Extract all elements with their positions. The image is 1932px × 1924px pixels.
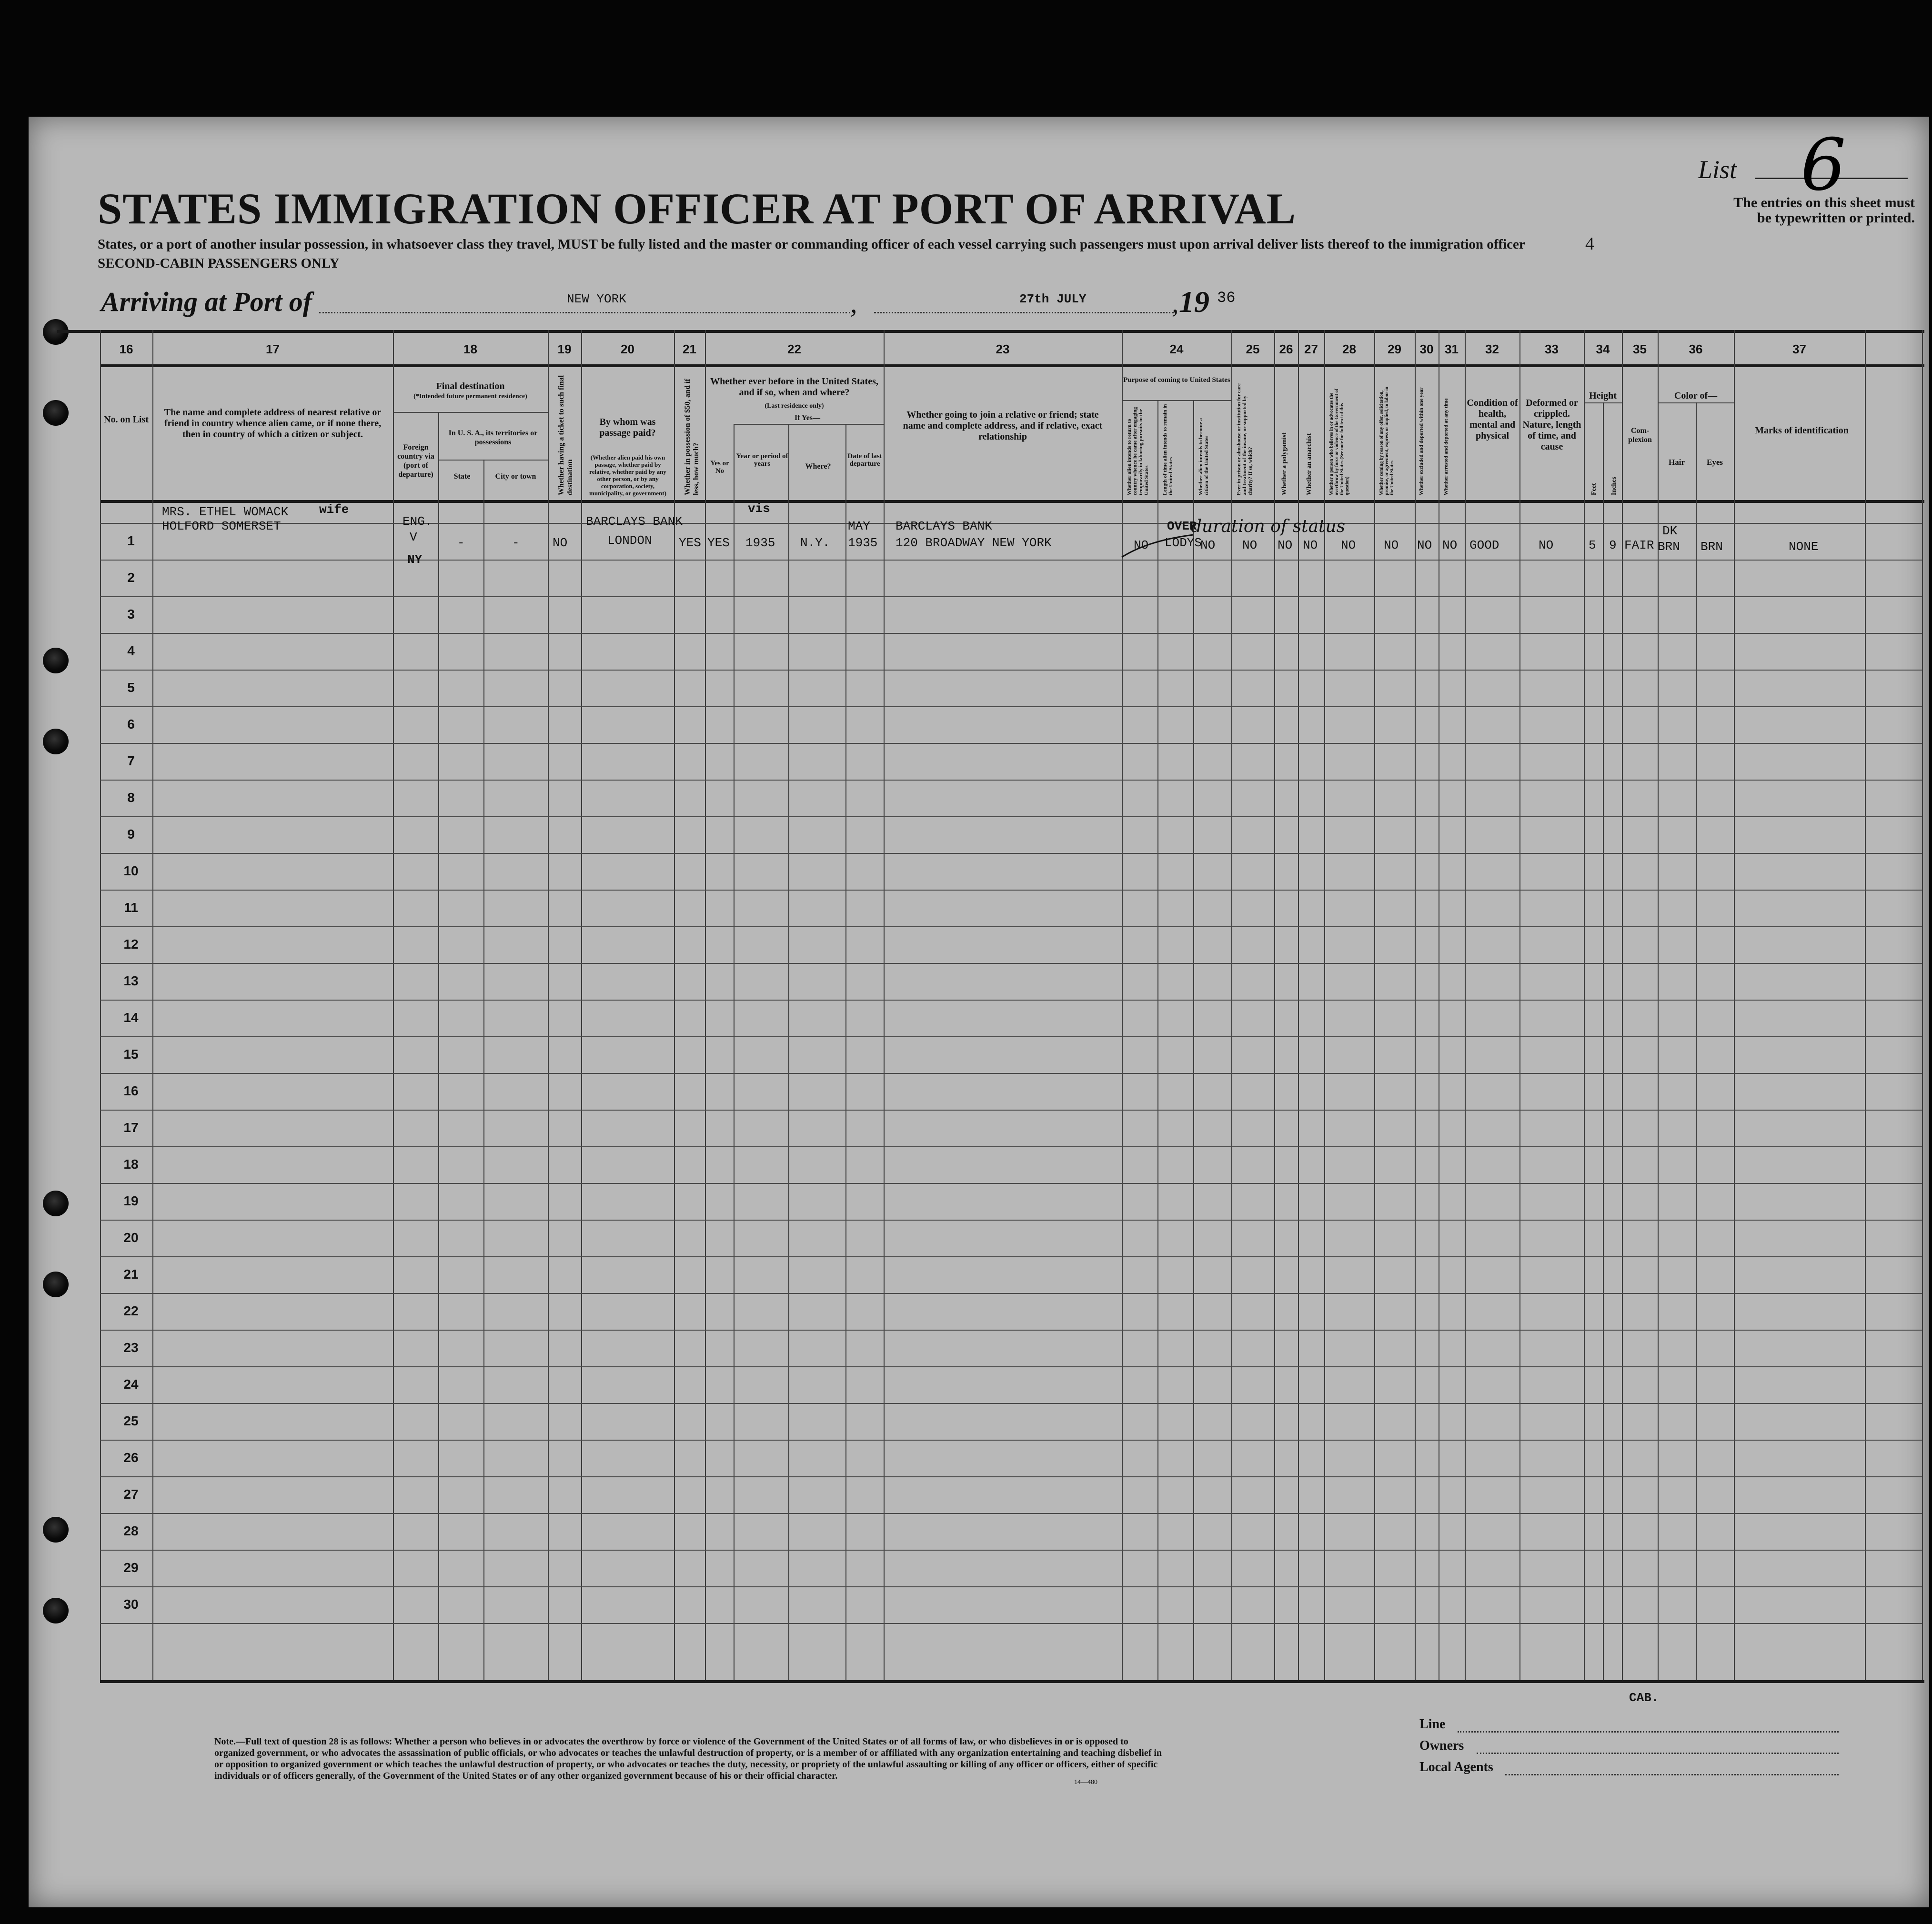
- rule-bold: [100, 364, 1924, 367]
- comma: ,: [850, 288, 857, 319]
- row-rule: [100, 743, 1922, 744]
- manifest-sheet: [29, 117, 1929, 1907]
- row-rule: [100, 596, 1922, 597]
- row-number: 4: [127, 643, 135, 658]
- header-polygamist: Whether a polygamist: [1281, 432, 1288, 495]
- rule: [734, 424, 884, 425]
- owners-field: [1477, 1753, 1839, 1754]
- row-number: 8: [127, 790, 135, 805]
- header-height: Height: [1589, 391, 1617, 401]
- row-number: 5: [127, 680, 135, 695]
- row-number: 10: [123, 863, 139, 878]
- header-passage-note: (Whether alien paid his own passage, whether paid by relative, whether paid by any other person, or by any corporation, society, municipality, or government): [589, 454, 666, 497]
- row-rule: [100, 1403, 1922, 1404]
- header-deformed: Deformed or crippled. Nature, length of time, and cause: [1522, 398, 1581, 452]
- arriving-label: Arriving at Port of: [101, 286, 312, 317]
- rule: [788, 424, 789, 1680]
- line-label: Line: [1419, 1717, 1446, 1732]
- port-name: NEW YORK: [567, 292, 626, 306]
- cab-label: CAB.: [1629, 1691, 1659, 1705]
- city-value: -: [512, 536, 520, 550]
- header-final-destination: Final destination: [436, 381, 505, 391]
- colnum-32: 32: [1485, 342, 1499, 356]
- c26-value: NO: [1278, 538, 1293, 552]
- column-rule: [1465, 330, 1466, 1680]
- header-join-relative: Whether going to join a relative or friend; state name and complete address, and if relative, exact relationship: [903, 410, 1103, 442]
- colnum-36: 36: [1689, 342, 1703, 356]
- inches-value: 9: [1609, 538, 1617, 552]
- typed-note-line2: be typewritten or printed.: [1757, 210, 1915, 226]
- row-number: 3: [127, 607, 135, 621]
- passage-paid-line2: LONDON: [607, 533, 652, 548]
- row-number: 26: [123, 1450, 139, 1465]
- header-c30: Whether excluded and deported within one year: [1419, 387, 1424, 495]
- rule: [438, 412, 439, 1680]
- row-rule: [100, 853, 1922, 854]
- departure-month: MAY: [848, 519, 870, 533]
- ticket-value: NO: [553, 536, 568, 550]
- join-line1: BARCLAYS BANK: [896, 519, 992, 533]
- row-rule: [100, 560, 1922, 561]
- rule-bold: [57, 330, 1924, 333]
- header-c29: Whether coming by reason of any offer, solicitation, promise, or agreement, express or implied, to labor in the United States: [1379, 386, 1395, 495]
- visa-note: vis: [748, 501, 770, 516]
- row-rule: [100, 1366, 1922, 1367]
- row-rule: [100, 523, 1922, 524]
- rule: [483, 460, 484, 1680]
- row-number: 7: [127, 753, 135, 768]
- row-rule: [100, 706, 1922, 707]
- header-c31: Whether arrested and deported at any time: [1443, 398, 1449, 495]
- departure-year: 1935: [848, 536, 878, 550]
- row-number: 16: [123, 1083, 139, 1098]
- header-c28: Whether a person who believes in or advocates the overthrow by force or violence of the Government of the United States (See note for full text of this question): [1329, 389, 1350, 495]
- header-c25: Ever in prison or almshouse or institution for care and treatment of the insane, or supported by charity? If so, which?: [1236, 383, 1253, 495]
- colnum-33: 33: [1545, 342, 1559, 356]
- column-rule: [705, 330, 706, 1680]
- row-number: 19: [123, 1193, 139, 1208]
- colnum-29: 29: [1388, 342, 1401, 356]
- column-rule: [581, 330, 582, 1680]
- complexion-value: FAIR: [1624, 538, 1654, 552]
- row-rule: [100, 1000, 1922, 1001]
- page-title: STATES IMMIGRATION OFFICER AT PORT OF ARRIVAL: [98, 184, 1296, 233]
- colnum-30: 30: [1419, 342, 1434, 356]
- row-number: 11: [124, 900, 138, 915]
- row-number: 20: [123, 1230, 139, 1245]
- colnum-37: 37: [1792, 342, 1806, 356]
- form-code: 14—480: [1074, 1779, 1097, 1786]
- header-if-yes: If Yes—: [794, 414, 821, 422]
- hair-line2: BRN: [1658, 540, 1680, 554]
- where-value: N.Y.: [800, 536, 830, 550]
- rule: [1157, 400, 1158, 1680]
- join-line2: 120 BROADWAY NEW YORK: [896, 536, 1052, 550]
- row-number: 30: [123, 1597, 139, 1612]
- colnum-16: 16: [119, 342, 133, 356]
- condition-value: GOOD: [1469, 538, 1499, 552]
- c30-value: NO: [1417, 538, 1432, 552]
- row-rule: [100, 670, 1922, 671]
- possession-value: YES: [679, 536, 701, 550]
- colnum-19: 19: [557, 342, 572, 356]
- foreign-country-line2: V: [410, 530, 417, 544]
- column-rule: [674, 330, 675, 1680]
- header-marks: Marks of identification: [1755, 425, 1849, 436]
- column-rule: [1415, 330, 1416, 1680]
- local-agents-field: [1505, 1774, 1839, 1775]
- eyes-value: BRN: [1701, 540, 1723, 554]
- row-rule: [100, 1036, 1922, 1037]
- deformed-value: NO: [1539, 538, 1554, 552]
- row-number: 25: [123, 1413, 139, 1428]
- rule: [1603, 402, 1604, 1680]
- header-yes-or-no: Yes or No: [710, 460, 729, 475]
- column-rule: [152, 330, 153, 1680]
- colnum-18: 18: [463, 342, 477, 356]
- rule: [845, 424, 846, 1680]
- row-number: 22: [123, 1303, 139, 1318]
- header-city: City or town: [495, 472, 536, 481]
- column-rule: [1922, 330, 1923, 1680]
- column-rule: [1622, 330, 1623, 1680]
- row-rule: [100, 1073, 1922, 1074]
- row-rule: [100, 1183, 1922, 1184]
- relative-address: HOLFORD SOMERSET: [162, 519, 281, 533]
- row-number: 24: [123, 1377, 139, 1392]
- row-rule: [100, 780, 1922, 781]
- header-year-period: Year or period of years: [736, 452, 788, 468]
- header-inches: Inches: [1610, 477, 1618, 495]
- column-rule: [1519, 330, 1520, 1680]
- row-rule: [100, 1146, 1922, 1147]
- foreign-country-line1: ENG.: [402, 514, 433, 529]
- header-in-usa: In U. S. A., its territories or possessions: [448, 429, 538, 446]
- colnum-21: 21: [683, 342, 696, 356]
- row-number: 27: [123, 1487, 139, 1502]
- local-agents-label: Local Agents: [1419, 1760, 1493, 1774]
- purpose-c-value: NO: [1200, 538, 1216, 552]
- hair-line1: DK: [1662, 524, 1678, 538]
- header-where: Where?: [805, 462, 831, 471]
- foreign-country-line3: NY: [407, 552, 423, 567]
- instruction-line1: States, or a port of another insular possession, in whatsoever class they travel, MUST be fully listed and the master or commanding officer of each vessel carrying such passengers must upon arrival deliver lists thereof to the immigration officer: [98, 237, 1525, 252]
- column-rule: [1374, 330, 1375, 1680]
- column-rule: [548, 330, 549, 1680]
- header-purpose-a: Whether alien intends to return to country whence he came after engaging temporarily in laboring pursuits in the United States: [1127, 407, 1149, 495]
- handwritten-note: duration of status: [1191, 517, 1346, 536]
- list-number: 6: [1801, 124, 1846, 207]
- c31-value: NO: [1442, 538, 1458, 552]
- row-rule: [100, 1256, 1922, 1257]
- column-rule: [1584, 330, 1585, 1680]
- colnum-24: 24: [1169, 342, 1184, 356]
- row-number: 2: [127, 570, 135, 585]
- row-number: 14: [123, 1010, 139, 1025]
- colnum-31: 31: [1445, 342, 1459, 356]
- row-rule: [100, 1550, 1922, 1551]
- header-ticket: Whether having a ticket to such final destination: [557, 375, 574, 495]
- column-rule: [1734, 330, 1735, 1680]
- list-label: List: [1698, 155, 1737, 184]
- row-number: 13: [123, 973, 139, 988]
- purpose-b-line2: LODYS: [1165, 536, 1202, 550]
- rule-bold: [100, 500, 1924, 503]
- rule: [1122, 400, 1231, 401]
- header-final-destination-note: (*Intended future permanent residence): [413, 393, 527, 400]
- colnum-26: 26: [1279, 342, 1293, 356]
- row-rule: [100, 1330, 1922, 1331]
- row-number: 23: [123, 1340, 139, 1355]
- row-number: 28: [123, 1523, 139, 1538]
- year-value: 1935: [745, 536, 775, 550]
- row-rule: [100, 816, 1922, 817]
- header-feet: Feet: [1590, 483, 1598, 495]
- row-number: 21: [123, 1267, 139, 1282]
- colnum-28: 28: [1342, 342, 1356, 356]
- row-rule: [100, 1623, 1922, 1624]
- instruction-line2: SECOND-CABIN PASSENGERS ONLY: [98, 256, 340, 271]
- row-number: 29: [123, 1560, 139, 1575]
- row-rule: [100, 1476, 1922, 1477]
- colnum-20: 20: [621, 342, 634, 356]
- header-ever-before: Whether ever before in the United States, and if so, when and where?: [710, 376, 878, 398]
- rule: [1193, 400, 1194, 1680]
- row-rule: [100, 926, 1922, 927]
- row-number: 18: [123, 1157, 139, 1172]
- header-purpose-c: Whether alien intends to become a citizen of the United States: [1198, 418, 1209, 495]
- column-rule: [884, 330, 885, 1680]
- ever-before-value: YES: [707, 536, 730, 550]
- column-rule: [1658, 330, 1659, 1680]
- row-rule: [100, 890, 1922, 891]
- header-condition: Condition of health, mental and physical: [1467, 398, 1518, 441]
- row-rule: [100, 1293, 1922, 1294]
- arrival-date: 27th JULY: [1019, 292, 1087, 306]
- colnum-34: 34: [1596, 342, 1610, 356]
- rule: [393, 412, 548, 413]
- manifest-grid: [29, 117, 1929, 1907]
- row-rule: [100, 633, 1922, 634]
- rule: [1696, 402, 1697, 1680]
- row-rule: [100, 1513, 1922, 1514]
- row-rule: [100, 1440, 1922, 1441]
- c28-value: NO: [1341, 538, 1356, 552]
- header-date-departure: Date of last departure: [847, 452, 882, 468]
- colnum-23: 23: [996, 342, 1010, 356]
- footnote: Note.—Full text of question 28 is as follows: Whether a person who believes in or advocates the overthrow by force or violence of the Government of the United States or of all forms of law, or who disbelieves in or is opposed to organized government, or who advocates the assassination of public officials, or who advocates or teaches the unlawful destruction of property, or is a member of or affiliated with any organization entertaining and teaching disbelief in or opposition to organized government or which teaches the unlawful destruction of property, or who advocates or teaches the duty, necessity, or propriety of the unlawful assaulting or killing of any officer or officers, either of specific individuals or of officers generally, of the Government of the United States or of any other organized government because of his or their official character.: [214, 1736, 1162, 1781]
- purpose-a-value: NO: [1134, 538, 1149, 552]
- header-eyes: Eyes: [1707, 458, 1723, 467]
- year-suffix: 36: [1217, 289, 1236, 307]
- passage-paid-line1: BARCLAYS BANK: [586, 514, 683, 529]
- year-prefix: 19: [1179, 285, 1209, 319]
- row-rule: [100, 1220, 1922, 1221]
- rule-bold: [100, 1680, 1924, 1683]
- row-number: 1: [127, 533, 135, 548]
- rule: [438, 460, 548, 461]
- header-relative: The name and complete address of nearest relative or friend in country whence alien came, or if none there, then in country of which a citizen or subject.: [164, 407, 382, 440]
- colnum-27: 27: [1304, 342, 1318, 356]
- colnum-35: 35: [1633, 342, 1647, 356]
- colnum-25: 25: [1246, 342, 1260, 356]
- line-field: [1458, 1731, 1839, 1733]
- rule: [734, 424, 735, 1680]
- header-ever-before-note: (Last residence only): [765, 402, 824, 410]
- purpose-b-line1: OVER: [1167, 519, 1197, 533]
- header-anarchist: Whether an anarchist: [1306, 433, 1313, 495]
- feet-value: 5: [1589, 538, 1596, 552]
- header-purpose: Purpose of coming to United States: [1123, 376, 1230, 384]
- owners-label: Owners: [1419, 1738, 1464, 1753]
- header-complexion: Com-plexion: [1628, 427, 1652, 444]
- typed-note-line1: The entries on this sheet must: [1733, 195, 1915, 210]
- row-number: 17: [123, 1120, 139, 1135]
- header-color-of: Color of—: [1674, 391, 1718, 401]
- header-state: State: [453, 472, 471, 481]
- header-purpose-b: Length of time alien intends to remain in the United States: [1162, 404, 1174, 495]
- c27-value: NO: [1303, 538, 1318, 552]
- header-hair: Hair: [1669, 458, 1685, 467]
- c29-value: NO: [1384, 538, 1399, 552]
- page-marker: 4: [1585, 234, 1594, 254]
- column-rule: [100, 330, 101, 1680]
- header-passage-paid: By whom was passage paid?: [599, 417, 656, 438]
- row-rule: [100, 1586, 1922, 1587]
- column-rule: [393, 330, 394, 1680]
- column-rule: [1865, 330, 1866, 1680]
- colnum-17: 17: [266, 342, 280, 356]
- row-number: 9: [127, 827, 135, 842]
- header-no-on-list: No. on List: [104, 414, 149, 425]
- marks-value: NONE: [1789, 540, 1819, 554]
- row-rule: [100, 1110, 1922, 1111]
- colnum-22: 22: [787, 342, 801, 356]
- row-number: 6: [127, 717, 135, 732]
- header-foreign-country: Foreign country via (port of departure): [397, 443, 434, 479]
- state-value: -: [457, 536, 465, 550]
- relative-name: MRS. ETHEL WOMACK: [162, 505, 289, 519]
- relative-relationship: wife: [319, 502, 349, 517]
- row-number: 15: [123, 1047, 139, 1062]
- row-number: 12: [123, 937, 139, 952]
- handwritten-stroke: [1119, 531, 1196, 560]
- c25-value: NO: [1242, 538, 1258, 552]
- comma: ,: [1172, 288, 1179, 319]
- header-possession: Whether in possession of $50, and if less, how much?: [684, 379, 700, 495]
- row-rule: [100, 963, 1922, 964]
